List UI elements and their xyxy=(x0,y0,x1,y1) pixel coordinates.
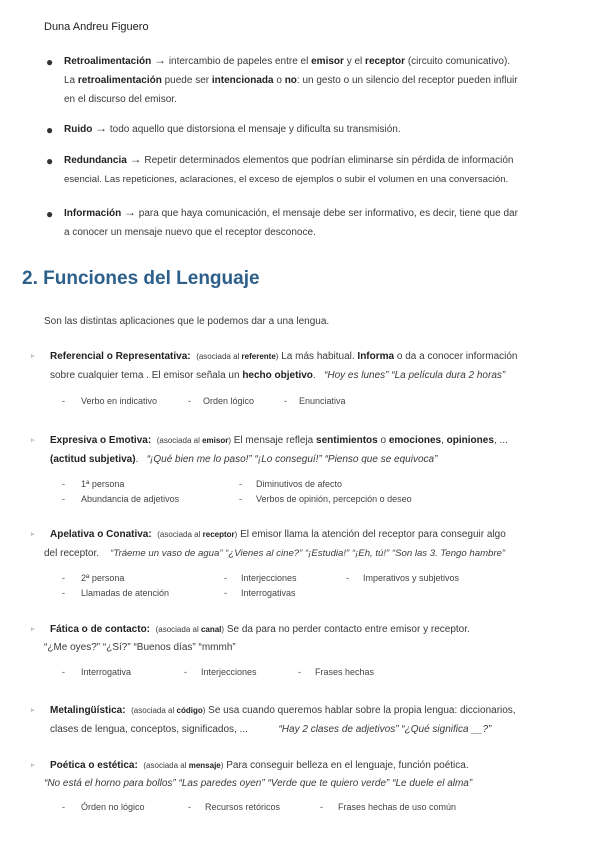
function-name: Referencial o Representativa: xyxy=(50,351,191,362)
dash-icon: - xyxy=(62,802,65,812)
text-span: o xyxy=(377,435,389,446)
text-span: , ... xyxy=(493,435,508,446)
arrow-icon: → xyxy=(129,152,142,166)
bullet-line xyxy=(64,51,584,71)
bullet-term: Información xyxy=(64,208,122,219)
feature-item: Imperativos y subjetivos xyxy=(363,573,460,583)
text-bold: receptor xyxy=(202,530,235,539)
function-poetica xyxy=(50,756,590,775)
triangle-bullet-icon: ▹ xyxy=(31,626,35,633)
text-bold: emociones xyxy=(388,435,442,446)
text-span: o xyxy=(273,75,285,86)
text-bold: Informa xyxy=(357,351,395,362)
text-span: ) xyxy=(202,706,206,715)
function-assoc xyxy=(157,436,231,445)
arrow-icon: → xyxy=(95,121,108,135)
feature-item: Verbos de opinión, percepción o deseo xyxy=(256,494,412,504)
bullet-line: en el discurso del emisor. xyxy=(64,94,177,105)
text-bold: receptor xyxy=(365,56,406,67)
function-examples: “¡Qué bien me lo paso!” “¡Lo conseguí!” “Pienso que se equivoca” xyxy=(146,454,438,465)
bullet-redundancia xyxy=(64,150,594,189)
dash-icon: - xyxy=(62,396,65,406)
function-examples: “Tráeme un vaso de agua” “¿Vienes al cine?” “¡Estudia!” “¡Eh, tú!” “Son las 3. Tengo hambre” xyxy=(110,548,506,559)
triangle-bullet-icon: ▹ xyxy=(31,531,35,538)
text-span: La xyxy=(64,75,78,86)
function-line xyxy=(50,431,590,450)
function-name: Poética o estética: xyxy=(50,760,138,771)
dash-icon: - xyxy=(62,588,65,598)
function-examples: “Hoy es lunes” “La película dura 2 horas” xyxy=(324,370,506,381)
feature-item: Frases hechas de uso común xyxy=(338,802,457,812)
text-span: puede ser xyxy=(161,75,212,86)
feature-item: Interjecciones xyxy=(201,667,257,677)
bullet-line: esencial. Las repeticiones, aclaraciones, el exceso de ejemplos o subir el volumen en una conversación. xyxy=(64,174,509,185)
bullet-term: Ruido xyxy=(64,124,93,135)
feature-item: 2ª persona xyxy=(81,573,125,583)
text-span: todo aquello que distorsiona el mensaje y dificulta su transmisión. xyxy=(109,124,401,135)
arrow-icon: → xyxy=(154,53,167,67)
function-apelativa xyxy=(50,525,590,544)
feature-item: Interrogativa xyxy=(81,667,132,677)
feature-item: Recursos retóricos xyxy=(205,802,281,812)
triangle-bullet-icon: ▹ xyxy=(31,762,35,769)
function-line xyxy=(44,544,594,563)
arrow-icon: → xyxy=(124,205,137,219)
function-assoc xyxy=(143,761,223,770)
feature-item: Frases hechas xyxy=(315,667,375,677)
text-span: (asociada al xyxy=(196,352,242,361)
dash-icon: - xyxy=(62,573,65,583)
author-name: Duna Andreu Figuero xyxy=(44,21,149,33)
text-span: Para conseguir belleza en el lenguaje, función poética. xyxy=(226,760,469,771)
text-bold: referente xyxy=(241,352,276,361)
function-examples: “Hay 2 clases de adjetivos” “¿Qué significa __?” xyxy=(278,724,492,735)
function-line xyxy=(50,701,590,720)
text-span: y el xyxy=(343,56,366,67)
dash-icon: - xyxy=(188,802,191,812)
text-span: . xyxy=(312,370,316,381)
function-line xyxy=(50,347,590,366)
bullet-icon: ● xyxy=(46,55,54,69)
feature-item: 1ª persona xyxy=(81,479,125,489)
function-assoc xyxy=(157,530,237,539)
feature-item: Abundancia de adjetivos xyxy=(81,494,180,504)
text-span: (asociada al xyxy=(143,761,189,770)
text-span: La más habitual. xyxy=(281,351,358,362)
text-span: Se da para no perder contacto entre emisor y receptor. xyxy=(226,624,470,635)
bullet-term: Retroalimentación xyxy=(64,56,152,67)
text-bold: no xyxy=(284,75,297,86)
text-span: (asociada al xyxy=(156,436,203,445)
text-span: para que haya comunicación, el mensaje debe ser informativo, es decir, tiene que dar xyxy=(138,208,518,219)
function-examples: “No está el horno para bollos” “Las paredes oyen” “Verde que te quiero verde” “Le duele el alma” xyxy=(44,778,473,789)
dash-icon: - xyxy=(320,802,323,812)
bullet-informacion xyxy=(64,203,584,242)
bullet-line xyxy=(64,71,584,90)
triangle-bullet-icon: ▹ xyxy=(31,437,35,444)
text-span: (asociada al xyxy=(131,706,177,715)
text-span: : un gesto o un silencio del receptor pueden influir xyxy=(296,75,518,86)
dash-icon: - xyxy=(346,573,349,583)
text-bold: retroalimentación xyxy=(77,75,162,86)
function-name: Apelativa o Conativa: xyxy=(50,529,152,540)
dash-icon: - xyxy=(224,573,227,583)
dash-icon: - xyxy=(239,479,242,489)
feature-item: Órden no lógico xyxy=(81,802,145,812)
feature-item: Orden lógico xyxy=(203,396,255,406)
text-span: (circuito comunicativo). xyxy=(405,56,511,67)
bullet-term: Redundancia xyxy=(64,155,127,166)
feature-item: Enunciativa xyxy=(299,396,346,406)
triangle-bullet-icon: ▹ xyxy=(31,707,35,714)
feature-item: Interjecciones xyxy=(241,573,297,583)
text-span: Repetir determinados elementos que podrían eliminarse sin pérdida de información xyxy=(144,155,514,166)
bullet-icon: ● xyxy=(46,207,54,221)
bullet-retroalimentacion xyxy=(64,51,584,109)
function-line xyxy=(50,366,590,385)
dash-icon: - xyxy=(298,667,301,677)
text-span: clases de lengua, conceptos, significados, ... xyxy=(50,724,248,735)
text-span: El mensaje refleja xyxy=(233,435,317,446)
text-bold: sentimientos xyxy=(316,435,378,446)
function-name: Metalingüística: xyxy=(50,705,126,716)
bullet-ruido xyxy=(64,119,584,139)
function-line xyxy=(50,720,590,739)
function-expresiva xyxy=(50,431,590,469)
dash-icon: - xyxy=(224,588,227,598)
section-intro: Son las distintas aplicaciones que le podemos dar a una lengua. xyxy=(44,316,330,327)
function-assoc xyxy=(196,352,278,361)
triangle-bullet-icon: ▹ xyxy=(31,353,35,360)
function-line xyxy=(50,450,590,469)
text-bold: emisor xyxy=(202,436,229,445)
function-fatica xyxy=(50,620,590,639)
function-referencial xyxy=(50,347,590,385)
text-span: ) xyxy=(234,530,238,539)
feature-item: Verbo en indicativo xyxy=(81,396,158,406)
function-assoc xyxy=(131,706,205,715)
dash-icon: - xyxy=(62,667,65,677)
text-span: (asociada al xyxy=(155,625,201,634)
text-span: ) xyxy=(220,761,224,770)
text-span: sobre cualquier tema . El emisor señala un xyxy=(50,370,243,381)
dash-icon: - xyxy=(62,494,65,504)
function-name: Expresiva o Emotiva: xyxy=(50,435,152,446)
dash-icon: - xyxy=(188,396,191,406)
text-span: ) xyxy=(228,436,231,445)
text-bold: mensaje xyxy=(188,761,221,770)
text-span: . xyxy=(135,454,139,465)
text-span: ) xyxy=(221,625,225,634)
bullet-icon: ● xyxy=(46,154,54,168)
bullet-line xyxy=(64,150,594,170)
text-span: ) xyxy=(275,352,279,361)
dash-icon: - xyxy=(184,667,187,677)
feature-item: Diminutivos de afecto xyxy=(256,479,343,489)
text-span: del receptor. xyxy=(44,548,100,559)
function-name: Fática o de contacto: xyxy=(50,624,151,635)
text-bold: código xyxy=(176,706,203,715)
text-bold: hecho objetivo xyxy=(242,370,313,381)
text-bold: opiniones xyxy=(446,435,494,446)
function-assoc xyxy=(156,625,225,634)
bullet-line: a conocer un mensaje nuevo que el receptor desconoce. xyxy=(64,227,316,238)
text-bold: (actitud subjetiva) xyxy=(50,454,136,465)
text-span: Se usa cuando queremos hablar sobre la propia lengua: diccionarios, xyxy=(208,705,516,716)
dash-icon: - xyxy=(239,494,242,504)
text-span: El emisor llama la atención del receptor para conseguir algo xyxy=(240,529,506,540)
dash-icon: - xyxy=(62,479,65,489)
text-span: intercambio de papeles entre el xyxy=(168,56,312,67)
bullet-icon: ● xyxy=(46,123,54,137)
function-examples: “¿Me oyes?” “¿Sí?” “Buenos días” “mmmh” xyxy=(44,642,236,653)
feature-item: Llamadas de atención xyxy=(81,588,170,598)
text-span: (asociada al xyxy=(157,530,203,539)
text-span: o da a conocer información xyxy=(394,351,518,362)
text-span: , xyxy=(441,435,447,446)
dash-icon: - xyxy=(284,396,287,406)
text-bold: intencionada xyxy=(211,75,274,86)
bullet-line xyxy=(64,203,584,223)
feature-item: Interrogativas xyxy=(241,588,296,598)
function-metalinguistica xyxy=(50,701,590,739)
section-title: 2. Funciones del Lenguaje xyxy=(22,268,260,289)
text-bold: emisor xyxy=(311,56,344,67)
text-bold: canal xyxy=(200,625,222,634)
